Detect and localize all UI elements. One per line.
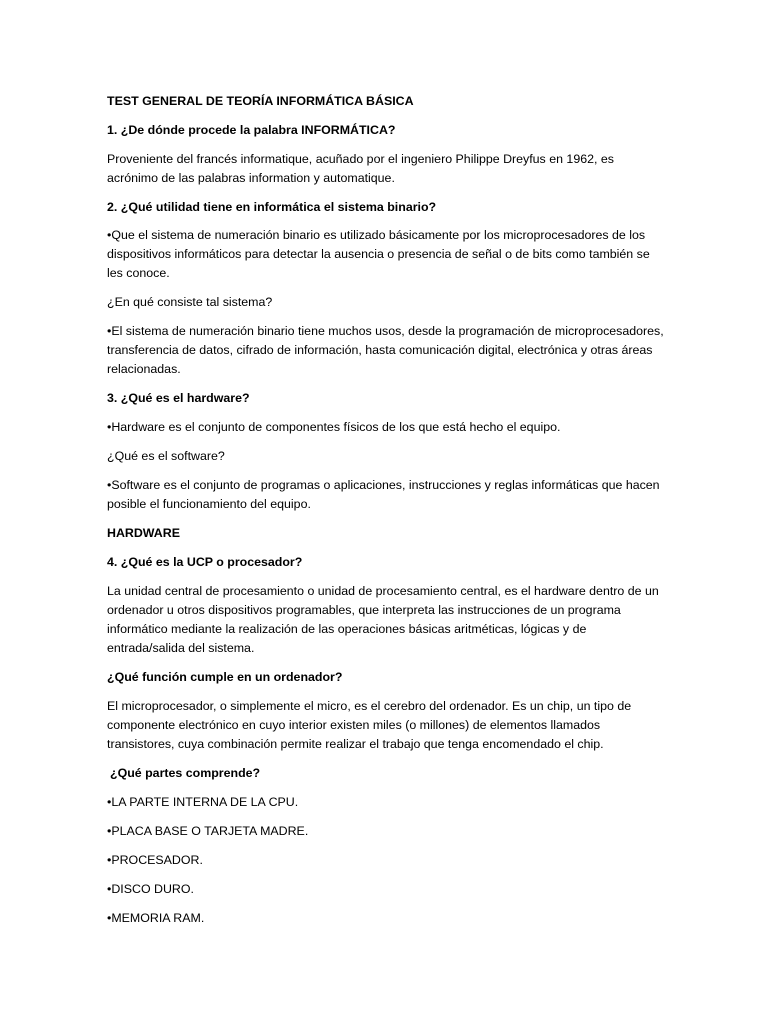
question-4c: ¿Qué partes comprende?	[110, 766, 261, 780]
answer-4b: El microprocesador, o simplemente el micro, es el cerebro del ordenador. Es un chip, un tipo de componente electrónico en cuyo interior existen miles (o millones) de elementos llamados transistores, cuya combinación permite realizar el trabajo que tenga encomendado el chip.	[107, 699, 632, 751]
section-heading-hardware: HARDWARE	[107, 526, 180, 540]
list-item: •DISCO DURO.	[107, 882, 194, 896]
question-2b: ¿En qué consiste tal sistema?	[107, 295, 273, 309]
question-2: 2. ¿Qué utilidad tiene en informática el sistema binario?	[107, 200, 437, 214]
list-item: •LA PARTE INTERNA DE LA CPU.	[107, 795, 299, 809]
question-4b: ¿Qué función cumple en un ordenador?	[107, 670, 343, 684]
answer-4: La unidad central de procesamiento o unidad de procesamiento central, es el hardware dentro de un ordenador u otros dispositivos programables, que interpreta las instrucciones de un programa informático mediante la realización de las operaciones básicas aritméticas, lógicas y de entrada/salida del sistema.	[107, 584, 659, 655]
list-item: •MEMORIA RAM.	[107, 911, 205, 925]
answer-3b: •Software es el conjunto de programas o aplicaciones, instrucciones y reglas informáticas que hacen posible el funcionamiento del equipo.	[107, 478, 660, 511]
document-title: TEST GENERAL DE TEORÍA INFORMÁTICA BÁSICA	[107, 94, 414, 108]
list-item: •PLACA BASE O TARJETA MADRE.	[107, 824, 309, 838]
question-4: 4. ¿Qué es la UCP o procesador?	[107, 555, 303, 569]
question-3: 3. ¿Qué es el hardware?	[107, 391, 250, 405]
answer-3: •Hardware es el conjunto de componentes físicos de los que está hecho el equipo.	[107, 420, 561, 434]
question-3b: ¿Qué es el software?	[107, 449, 225, 463]
list-item: •PROCESADOR.	[107, 853, 203, 867]
answer-2b: •El sistema de numeración binario tiene muchos usos, desde la programación de microprocesadores, transferencia de datos, cifrado de información, hasta comunicación digital, electrónica y otras áreas relacionadas.	[107, 324, 664, 376]
answer-1: Proveniente del francés informatique, acuñado por el ingeniero Philippe Dreyfus en 1962, es acrónimo de las palabras information y automatique.	[107, 152, 614, 185]
answer-2: •Que el sistema de numeración binario es utilizado básicamente por los microprocesadores de los dispositivos informáticos para detectar la ausencia o presencia de señal o de bits como también se les conoce.	[107, 228, 650, 280]
question-1: 1. ¿De dónde procede la palabra INFORMÁTICA?	[107, 123, 396, 137]
